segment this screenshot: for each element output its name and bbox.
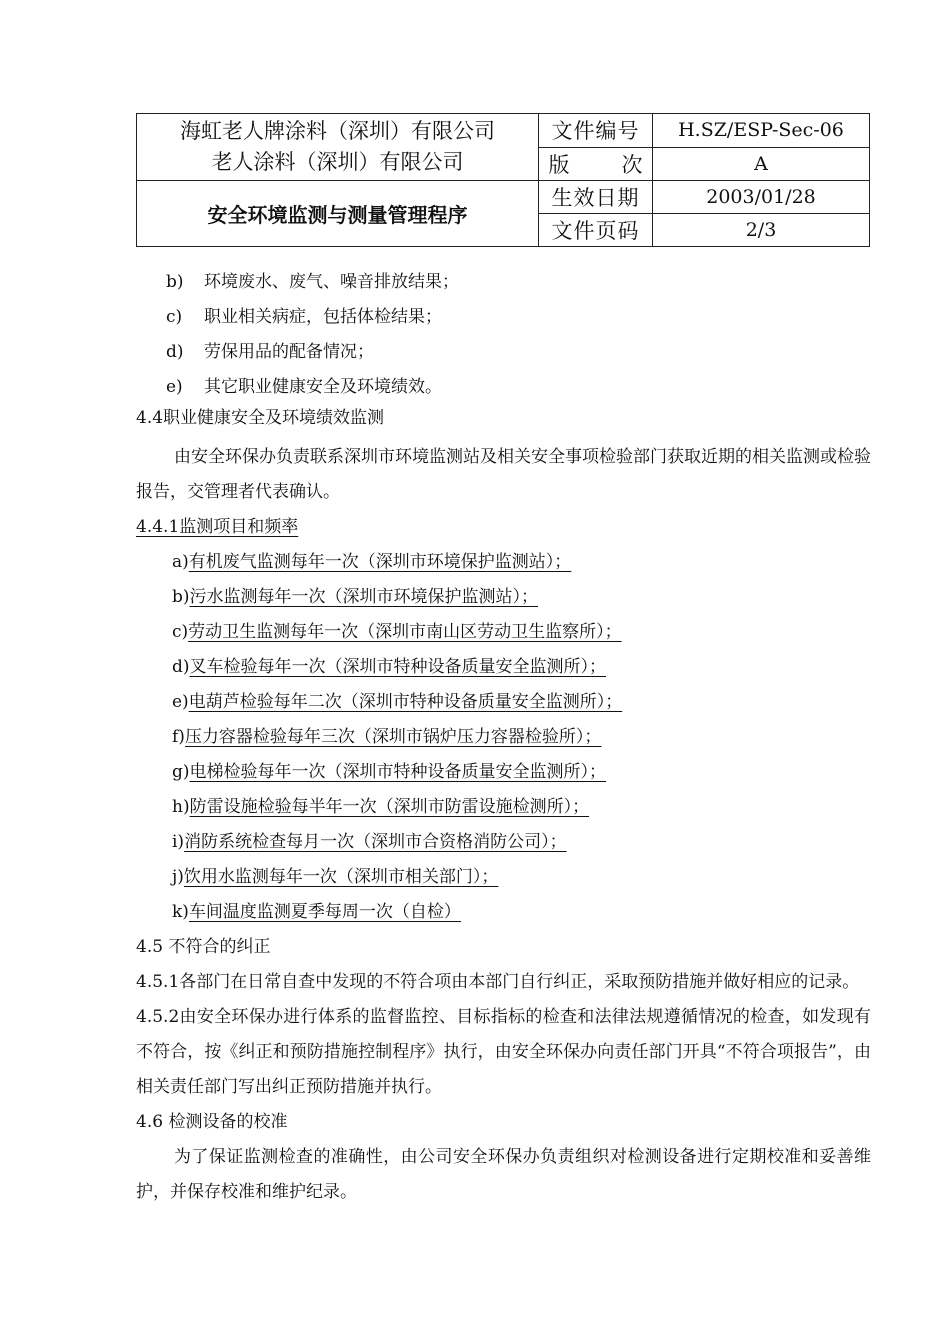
doc-number-label: 文件编号 (539, 114, 653, 148)
list-marker: h) (172, 797, 190, 817)
monitoring-item (136, 790, 871, 825)
list-text: 环境废水、废气、噪音排放结果； (204, 272, 459, 292)
monitoring-item (136, 545, 871, 580)
list-marker: d) (166, 342, 184, 362)
list-marker: d) (172, 657, 190, 677)
list-marker: a) (172, 552, 189, 572)
monitoring-item-text: 车间温度监测夏季每周一次（自检） (188, 902, 461, 922)
list-item (136, 300, 871, 335)
monitoring-item-text: 叉车检验每年一次（深圳市特种设备质量安全监测所）； (189, 657, 607, 677)
version-label-char-1: 版 (548, 152, 570, 177)
doc-number-value: H.SZ/ESP-Sec-06 (653, 114, 870, 148)
monitoring-item-text: 劳动卫生监测每年一次（深圳市南山区劳动卫生监察所）； (188, 622, 622, 642)
list-item (136, 335, 871, 370)
section-heading-4-4: 4.4职业健康安全及环境绩效监测 (136, 408, 385, 428)
company-name-line1: 海虹老人牌涂料（深圳）有限公司 (180, 119, 495, 143)
monitoring-item-text: 有机废气监测每年一次（深圳市环境保护监测站）； (188, 552, 572, 572)
monitoring-item (136, 720, 871, 755)
monitoring-item-text: 防雷设施检验每半年一次（深圳市防雷设施检测所）； (189, 797, 590, 817)
version-value: A (653, 147, 870, 181)
document-body (136, 265, 871, 1210)
monitoring-item-text: 压力容器检验每年三次（深圳市锅炉压力容器检验所）； (184, 727, 602, 747)
list-marker: j) (172, 867, 184, 887)
monitoring-item-text: 电葫芦检验每年二次（深圳市特种设备质量安全监测所）； (188, 692, 623, 712)
monitoring-item-text: 污水监测每年一次（深圳市环境保护监测站）； (189, 587, 539, 607)
monitoring-item-text: 消防系统检查每月一次（深圳市合资格消防公司）； (184, 832, 567, 852)
section-heading-4-6: 4.6 检测设备的校准 (136, 1112, 288, 1132)
list-text: 职业相关病症，包括体检结果； (204, 307, 442, 327)
section-heading-4-5: 4.5 不符合的纠正 (136, 937, 271, 957)
document-header-table (136, 113, 870, 247)
monitoring-item (136, 825, 871, 860)
list-marker: e) (172, 692, 189, 712)
monitoring-item-text: 电梯检验每年一次（深圳市特种设备质量安全监测所）； (189, 762, 607, 782)
list-item (136, 370, 871, 405)
effective-date-label: 生效日期 (539, 181, 653, 214)
section-paragraph-4-5-1: 4.5.1各部门在日常自查中发现的不符合项由本部门自行纠正，采取预防措施并做好相应的记录。 (136, 972, 860, 992)
list-marker: b) (172, 587, 190, 607)
company-name-line2: 老人涂料（深圳）有限公司 (211, 150, 464, 174)
monitoring-item (136, 860, 871, 895)
list-text: 劳保用品的配备情况； (204, 342, 374, 362)
monitoring-item-text: 饮用水监测每年一次（深圳市相关部门）； (183, 867, 499, 887)
monitoring-item (136, 755, 871, 790)
section-paragraph-4-4: 由安全环保办负责联系深圳市环境监测站及相关安全事项检验部门获取近期的相关监测或检验报告，交管理者代表确认。 (136, 447, 871, 502)
list-marker: i) (172, 832, 185, 852)
version-label-char-2: 次 (621, 152, 643, 177)
list-marker: c) (166, 307, 183, 327)
list-marker: c) (172, 622, 189, 642)
effective-date-value: 2003/01/28 (653, 181, 870, 214)
version-label (539, 147, 653, 181)
list-text: 其它职业健康安全及环境绩效。 (204, 377, 442, 397)
page-number-value: 2/3 (653, 214, 870, 247)
list-marker: b) (166, 272, 184, 292)
list-item (136, 265, 871, 300)
procedure-title: 安全环境监测与测量管理程序 (137, 181, 539, 247)
monitoring-item (136, 580, 871, 615)
list-marker: f) (172, 727, 185, 747)
list-marker: e) (166, 377, 183, 397)
section-heading-text: 4.4.1监测项目和频率 (136, 517, 299, 537)
monitoring-item (136, 685, 871, 720)
section-paragraph-4-6: 为了保证监测检查的准确性，由公司安全环保办负责组织对检测设备进行定期校准和妥善维护，并保存校准和维护纪录。 (136, 1147, 871, 1202)
page-number-label: 文件页码 (539, 214, 653, 247)
section-heading-4-4-1 (136, 510, 871, 545)
list-marker: k) (172, 902, 189, 922)
section-paragraph-4-5-2: 4.5.2由安全环保办进行体系的监督监控、目标指标的检查和法律法规遵循情况的检查，如发现有不符合，按《纠正和预防措施控制程序》执行，由安全环保办向责任部门开具“不符合项报告”，由相关责任部门写出纠正预防措施并执行。 (136, 1007, 871, 1097)
list-marker: g) (172, 762, 190, 782)
company-name-cell (137, 114, 539, 181)
monitoring-item (136, 650, 871, 685)
monitoring-item (136, 615, 871, 650)
monitoring-item (136, 895, 871, 930)
